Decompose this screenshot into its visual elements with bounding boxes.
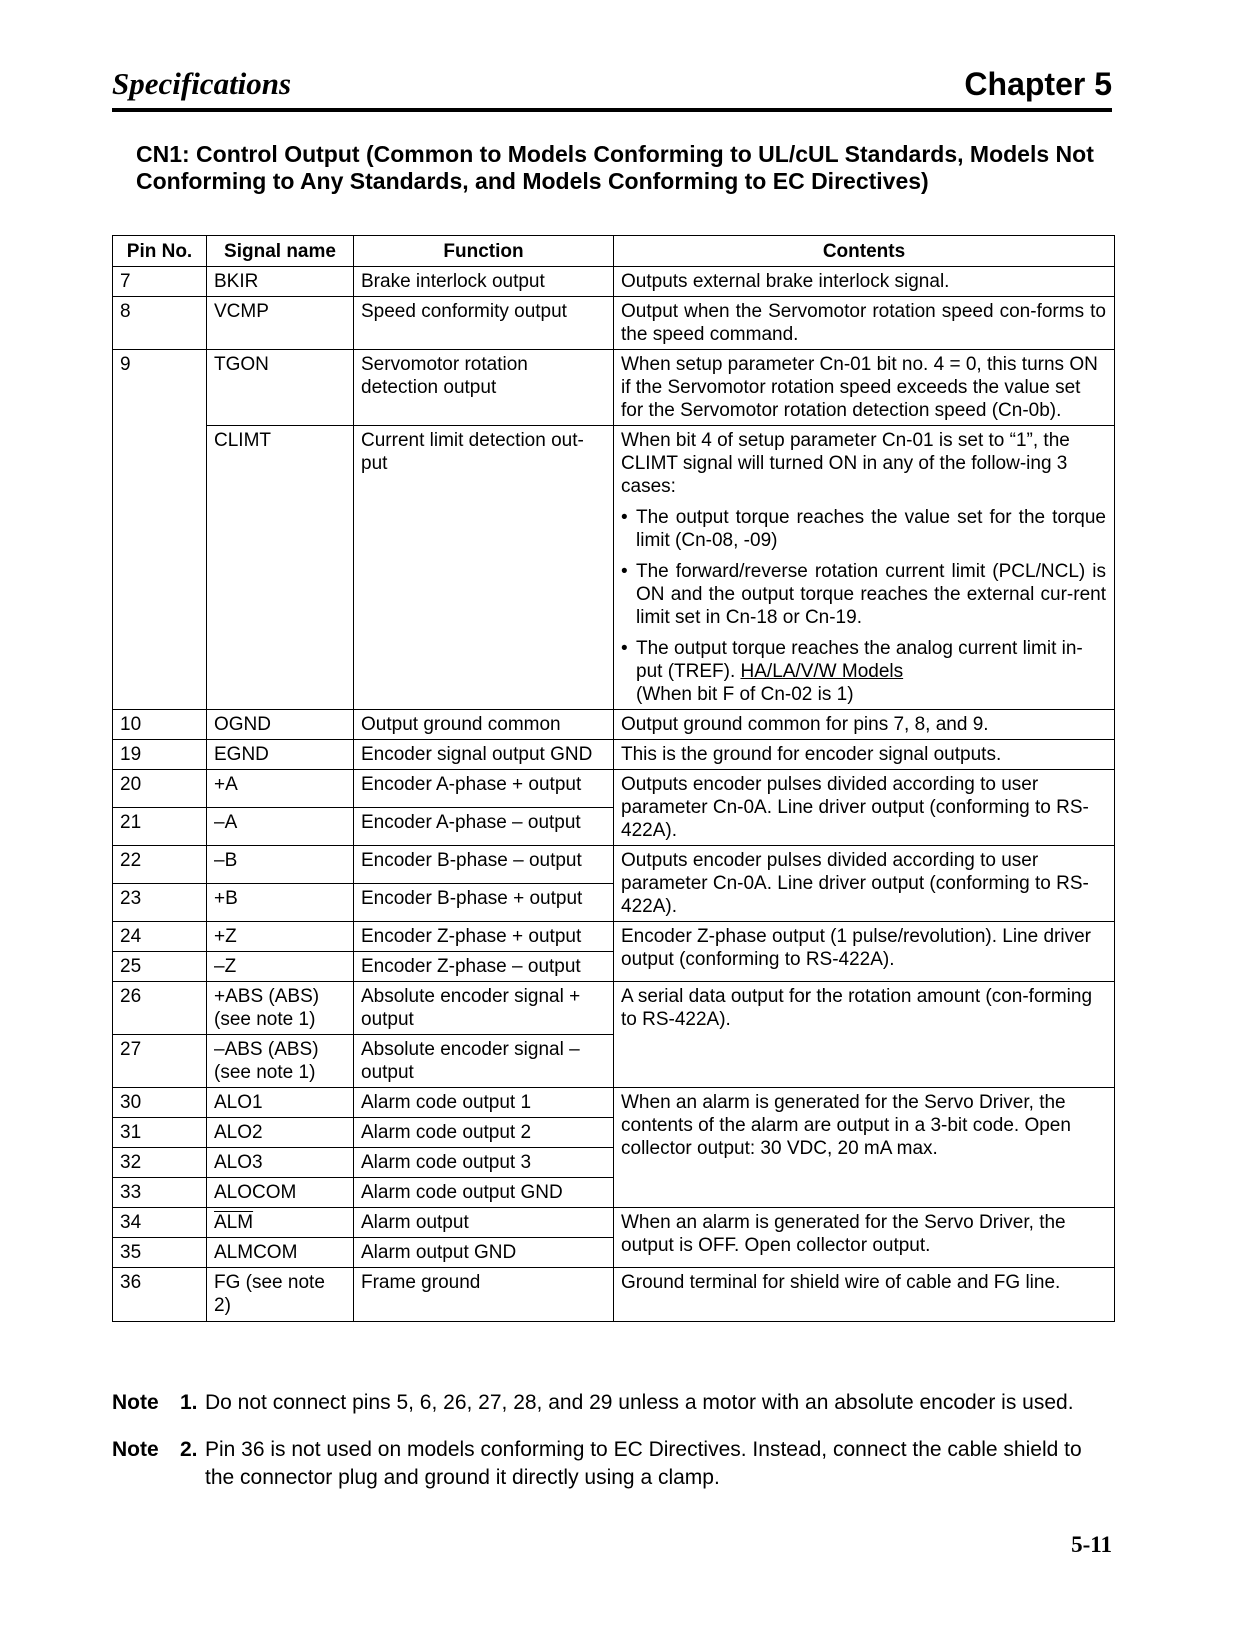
list-item <box>621 637 1106 706</box>
header-pin-no: Pin No. <box>113 236 207 267</box>
contents-cell <box>614 426 1115 710</box>
signal-cell: ALO1 <box>207 1088 354 1118</box>
function-cell: Brake interlock output <box>354 267 614 297</box>
signal-cell: –Z <box>207 952 354 982</box>
pin-cell: 20 <box>113 770 207 808</box>
contents-cell: This is the ground for encoder signal outputs. <box>614 740 1115 770</box>
note-number: 2. <box>180 1438 198 1461</box>
contents-cell: When an alarm is generated for the Servo Driver, the output is OFF. Open collector output. <box>614 1208 1115 1268</box>
function-cell: Alarm code output 2 <box>354 1118 614 1148</box>
pin-cell: 25 <box>113 952 207 982</box>
table-row <box>113 922 1115 952</box>
signal-cell: CLIMT <box>207 426 354 710</box>
signal-cell: EGND <box>207 740 354 770</box>
contents-cell: Ground terminal for shield wire of cable and FG line. <box>614 1268 1115 1322</box>
pin-cell: 19 <box>113 740 207 770</box>
function-cell: Encoder signal output GND <box>354 740 614 770</box>
function-cell: Alarm code output GND <box>354 1178 614 1208</box>
function-cell: Alarm code output 1 <box>354 1088 614 1118</box>
function-cell: Encoder A-phase – output <box>354 808 614 846</box>
signal-cell: BKIR <box>207 267 354 297</box>
table-row <box>113 350 1115 426</box>
signal-cell: –A <box>207 808 354 846</box>
function-cell: Absolute encoder signal – output <box>354 1035 614 1088</box>
signal-cell: +Z <box>207 922 354 952</box>
section-heading: CN1: Control Output (Common to Models Conforming to UL/cUL Standards, Models Not Conforming to Any Standards, and Models Conforming to EC Directives) <box>136 141 1094 194</box>
header-chapter: Chapter 5 <box>964 66 1112 102</box>
signal-cell: TGON <box>207 350 354 426</box>
signal-cell: –B <box>207 846 354 884</box>
function-cell: Current limit detection out-put <box>354 426 614 710</box>
note-text: Pin 36 is not used on models conforming to EC Directives. Instead, connect the cable shield to the connector plug and ground it directly using a clamp. <box>205 1438 1082 1489</box>
contents-cell: Output when the Servomotor rotation speed con-forms to the speed command. <box>614 297 1115 350</box>
contents-cell: When setup parameter Cn-01 bit no. 4 = 0, this turns ON if the Servomotor rotation speed exceeds the value set for the Servomotor rotation detection speed (Cn-0b). <box>614 350 1115 426</box>
list-item <box>621 506 1106 552</box>
signal-cell: ALOCOM <box>207 1178 354 1208</box>
note-2 <box>112 1436 1112 1496</box>
pin-cell: 23 <box>113 884 207 922</box>
function-cell: Alarm output GND <box>354 1238 614 1268</box>
signal-cell: OGND <box>207 710 354 740</box>
header-rule <box>112 108 1112 112</box>
pin-cell: 8 <box>113 297 207 350</box>
contents-cell: When an alarm is generated for the Servo Driver, the contents of the alarm are output in a 3-bit code. Open collector output: 30 VDC, 20 mA max. <box>614 1088 1115 1208</box>
bullet-text: The output torque reaches the analog current limit in-put (TREF). <box>636 638 1083 682</box>
bullet-text: The forward/reverse rotation current limit (PCL/NCL) is ON and the output torque reaches the external cur-rent limit set in Cn-18 or Cn-19. <box>636 561 1106 628</box>
pin-cell: 33 <box>113 1178 207 1208</box>
climt-case-list <box>621 506 1106 706</box>
contents-cell: Output ground common for pins 7, 8, and 9. <box>614 710 1115 740</box>
function-cell: Servomotor rotation detection output <box>354 350 614 426</box>
function-cell: Absolute encoder signal + output <box>354 982 614 1035</box>
table-header-row <box>113 236 1115 267</box>
table-row <box>113 982 1115 1035</box>
header-signal-name: Signal name <box>207 236 354 267</box>
page-number: 5-11 <box>1071 1532 1112 1557</box>
function-cell: Alarm output <box>354 1208 614 1238</box>
signal-cell: ALO3 <box>207 1148 354 1178</box>
bit-note: (When bit F of Cn-02 is 1) <box>636 684 854 705</box>
function-cell: Output ground common <box>354 710 614 740</box>
note-1 <box>112 1389 1112 1419</box>
table-row <box>113 1268 1115 1322</box>
list-item <box>621 560 1106 629</box>
models-note: HA/LA/V/W Models <box>740 661 904 682</box>
table-row <box>113 297 1115 350</box>
function-cell: Encoder A-phase + output <box>354 770 614 808</box>
signal-cell: ALMCOM <box>207 1238 354 1268</box>
function-cell: Encoder Z-phase – output <box>354 952 614 982</box>
contents-cell: Outputs encoder pulses divided according to user parameter Cn-0A. Line driver output (conforming to RS-422A). <box>614 846 1115 922</box>
pin-cell: 10 <box>113 710 207 740</box>
signal-cell: +B <box>207 884 354 922</box>
function-cell: Encoder B-phase – output <box>354 846 614 884</box>
cn1-control-output-table <box>112 235 1115 1322</box>
pin-cell: 7 <box>113 267 207 297</box>
pin-cell: 26 <box>113 982 207 1035</box>
header-section-title: Specifications <box>112 66 292 101</box>
note-label: Note <box>112 1438 159 1461</box>
contents-cell: Encoder Z-phase output (1 pulse/revolution). Line driver output (conforming to RS-422A). <box>614 922 1115 982</box>
signal-cell: +ABS (ABS) (see note 1) <box>207 982 354 1035</box>
bullet-icon: • <box>621 561 628 582</box>
pin-cell: 24 <box>113 922 207 952</box>
pin-cell: 32 <box>113 1148 207 1178</box>
bullet-icon: • <box>621 507 628 528</box>
signal-cell <box>207 1208 354 1238</box>
climt-intro: When bit 4 of setup parameter Cn-01 is set to “1”, the CLIMT signal will turned ON in any of the follow-ing 3 cases: <box>621 430 1070 497</box>
function-cell: Frame ground <box>354 1268 614 1322</box>
table-row <box>113 267 1115 297</box>
bullet-text: The output torque reaches the value set for the torque limit (Cn-08, -09) <box>636 507 1106 551</box>
pin-cell: 34 <box>113 1208 207 1238</box>
function-cell: Encoder B-phase + output <box>354 884 614 922</box>
note-number: 1. <box>180 1391 198 1414</box>
header-function: Function <box>354 236 614 267</box>
function-cell: Alarm code output 3 <box>354 1148 614 1178</box>
pin-cell: 21 <box>113 808 207 846</box>
function-cell: Encoder Z-phase + output <box>354 922 614 952</box>
note-text: Do not connect pins 5, 6, 26, 27, 28, and 29 unless a motor with an absolute encoder is used. <box>205 1391 1074 1414</box>
table-row <box>113 1208 1115 1238</box>
signal-cell: VCMP <box>207 297 354 350</box>
contents-cell: A serial data output for the rotation amount (con-forming to RS-422A). <box>614 982 1115 1088</box>
alm-signal-overlined: $\overline{ALM}$ <box>214 1212 254 1233</box>
table-row <box>113 426 1115 710</box>
table-row <box>113 740 1115 770</box>
note-label: Note <box>112 1391 159 1414</box>
function-cell: Speed conformity output <box>354 297 614 350</box>
bullet-icon: • <box>621 638 628 659</box>
pin-cell: 36 <box>113 1268 207 1322</box>
pin-cell: 30 <box>113 1088 207 1118</box>
contents-cell: Outputs external brake interlock signal. <box>614 267 1115 297</box>
pin-cell: 22 <box>113 846 207 884</box>
pin-cell: 27 <box>113 1035 207 1088</box>
signal-cell: –ABS (ABS) (see note 1) <box>207 1035 354 1088</box>
contents-cell: Outputs encoder pulses divided according to user parameter Cn-0A. Line driver output (conforming to RS-422A). <box>614 770 1115 846</box>
pin-cell: 35 <box>113 1238 207 1268</box>
table-row <box>113 1088 1115 1118</box>
pin-cell: 31 <box>113 1118 207 1148</box>
pin-cell: 9 <box>113 350 207 710</box>
table-row <box>113 846 1115 884</box>
table-row <box>113 710 1115 740</box>
header-contents: Contents <box>614 236 1115 267</box>
signal-cell: ALO2 <box>207 1118 354 1148</box>
signal-cell: FG (see note 2) <box>207 1268 354 1322</box>
table-row <box>113 770 1115 808</box>
signal-cell: +A <box>207 770 354 808</box>
